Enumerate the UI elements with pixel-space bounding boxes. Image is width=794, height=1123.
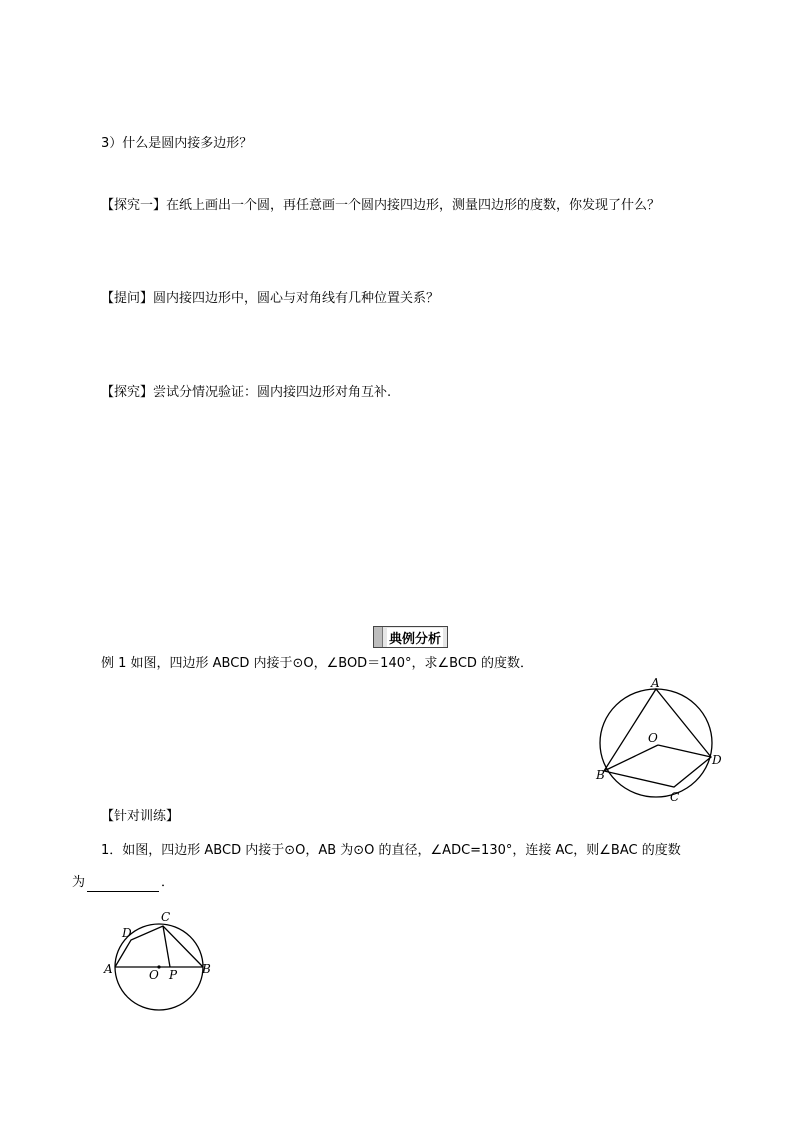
label-a-2: A: [104, 962, 113, 976]
example-1: 例 1 如图，四边形 ABCD 内接于⊙O，∠BOD＝140°，求∠BCD 的度数．: [101, 656, 534, 671]
label-a: A: [651, 676, 660, 690]
explore-one: 【探究一】在纸上画出一个圆，再任意画一个圆内接四边形，测量四边形的度数，你发现了什么？: [101, 198, 661, 213]
answer-blank[interactable]: [87, 877, 159, 892]
question-3: 3）什么是圆内接多边形？: [101, 136, 253, 151]
problem-1-suffix: ．: [161, 875, 175, 890]
label-c: C: [670, 790, 680, 804]
problem-1-line-2: [72, 874, 174, 892]
label-d-2: D: [122, 926, 132, 940]
problem-1-line-1: 1．如图，四边形 ABCD 内接于⊙O，AB 为⊙O 的直径，∠ADC=130°，连接 AC，则∠BAC 的度数: [101, 843, 681, 858]
section-title-text: 典例分析: [387, 628, 443, 647]
figure-example-1: [590, 675, 730, 805]
section-marker-icon: [374, 627, 383, 647]
label-c-2: C: [161, 910, 171, 924]
question-prompt: 【提问】圆内接四边形中，圆心与对角线有几种位置关系？: [101, 291, 440, 306]
section-title-example-analysis: [373, 626, 448, 648]
label-b: B: [596, 768, 605, 782]
label-p-2: P: [169, 968, 178, 982]
figure-problem-1: [100, 905, 220, 1015]
explore-verify: 【探究】尝试分情况验证：圆内接四边形对角互补.: [101, 385, 392, 400]
label-o-2: O: [149, 968, 159, 982]
practice-heading: 【针对训练】: [101, 809, 180, 824]
label-o: O: [648, 731, 658, 745]
problem-1-prefix: 为: [72, 875, 86, 890]
label-d: D: [712, 753, 722, 767]
label-b-2: B: [202, 962, 211, 976]
